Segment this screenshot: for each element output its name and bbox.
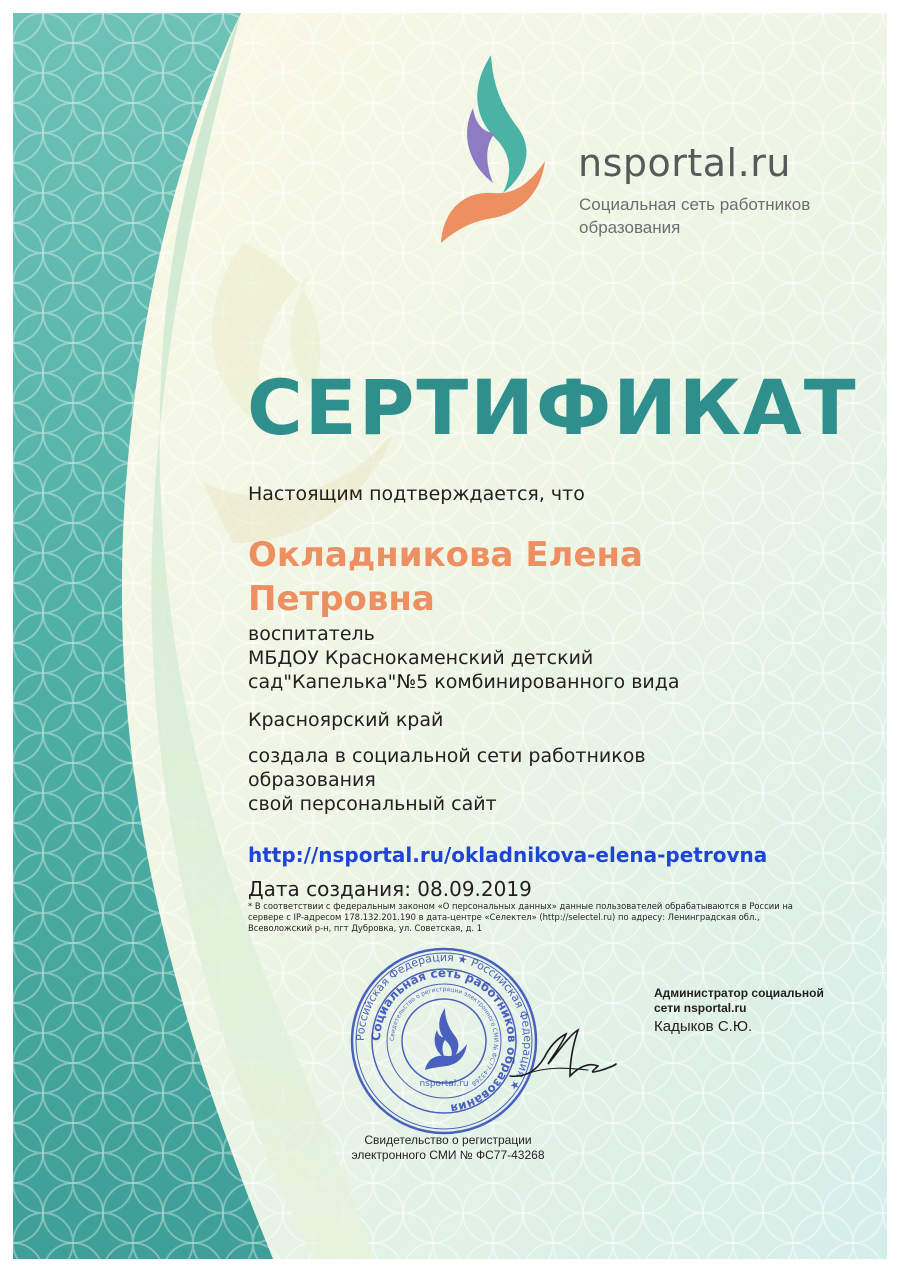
action-line-1: создала в социальной сети работников [248, 745, 646, 767]
nsportal-logo-icon [433, 53, 553, 253]
region: Красноярский край [248, 709, 444, 731]
stamp-logo-icon [425, 1008, 467, 1070]
site-url-link[interactable]: http://nsportal.ru/okladnikova-elena-petrovna [248, 843, 768, 867]
person-name [248, 533, 808, 621]
brand-tagline [579, 193, 810, 239]
person-name-line-2: Петровна [248, 579, 435, 619]
stamp-inner-ring-text: Свидетельство о регистрации электронного СМИ № ФС77-43268 [388, 985, 500, 1088]
admin-title-line-1: Администратор социальной [654, 986, 824, 1000]
position: воспитатель [248, 623, 375, 645]
action-text [248, 744, 646, 816]
registration-line-1: Свидетельство о регистрации [364, 1133, 532, 1147]
position-text [248, 622, 680, 694]
brand-name: nsportal.ru [578, 141, 791, 185]
certificate-title: СЕРТИФИКАТ [247, 363, 858, 452]
stamp-outer-ring-text: Российская Федерация ★ Российская Федерация ★ [353, 950, 535, 1093]
confirm-text: Настоящим подтверждается, что [248, 483, 585, 505]
stamp-middle-ring-text: Социальная сеть работников образования [368, 965, 520, 1116]
certificate-page [13, 13, 887, 1259]
admin-name: Кадыков С.Ю. [654, 1018, 753, 1035]
footnote: * В соответствии с федеральным законом «О персональных данных» данные пользователей обрабатываются в России на сервере с IP-адресом 178.132.201.190 в дата-центре «Селектел» (http://selectel.ru) по адресу: Ленинградская обл., Всеволожский р-н, пгт Дубровка, ул. Советская, д. 1 [248, 901, 793, 933]
admin-title-line-2: сети nsportal.ru [654, 1001, 747, 1015]
handwritten-signature [508, 1018, 618, 1088]
registration-line-2: электронного СМИ № ФС77-43268 [351, 1148, 545, 1162]
action-line-2: образования [248, 769, 376, 791]
brand-tagline-line-1: Социальная сеть работников [579, 195, 811, 214]
brand-tagline-line-2: образования [579, 218, 681, 237]
organization-line-2: сад"Капелька"№5 комбинированного вида [248, 671, 680, 693]
stamp-center-text: nsportal.ru [419, 1079, 469, 1089]
creation-date: Дата создания: 08.09.2019 [248, 877, 532, 901]
person-name-line-1: Окладникова Елена [248, 535, 643, 575]
organization-line-1: МБДОУ Краснокаменский детский [248, 647, 594, 669]
registration-note [313, 1133, 583, 1163]
admin-title [654, 986, 824, 1016]
action-line-3: свой персональный сайт [248, 793, 497, 815]
